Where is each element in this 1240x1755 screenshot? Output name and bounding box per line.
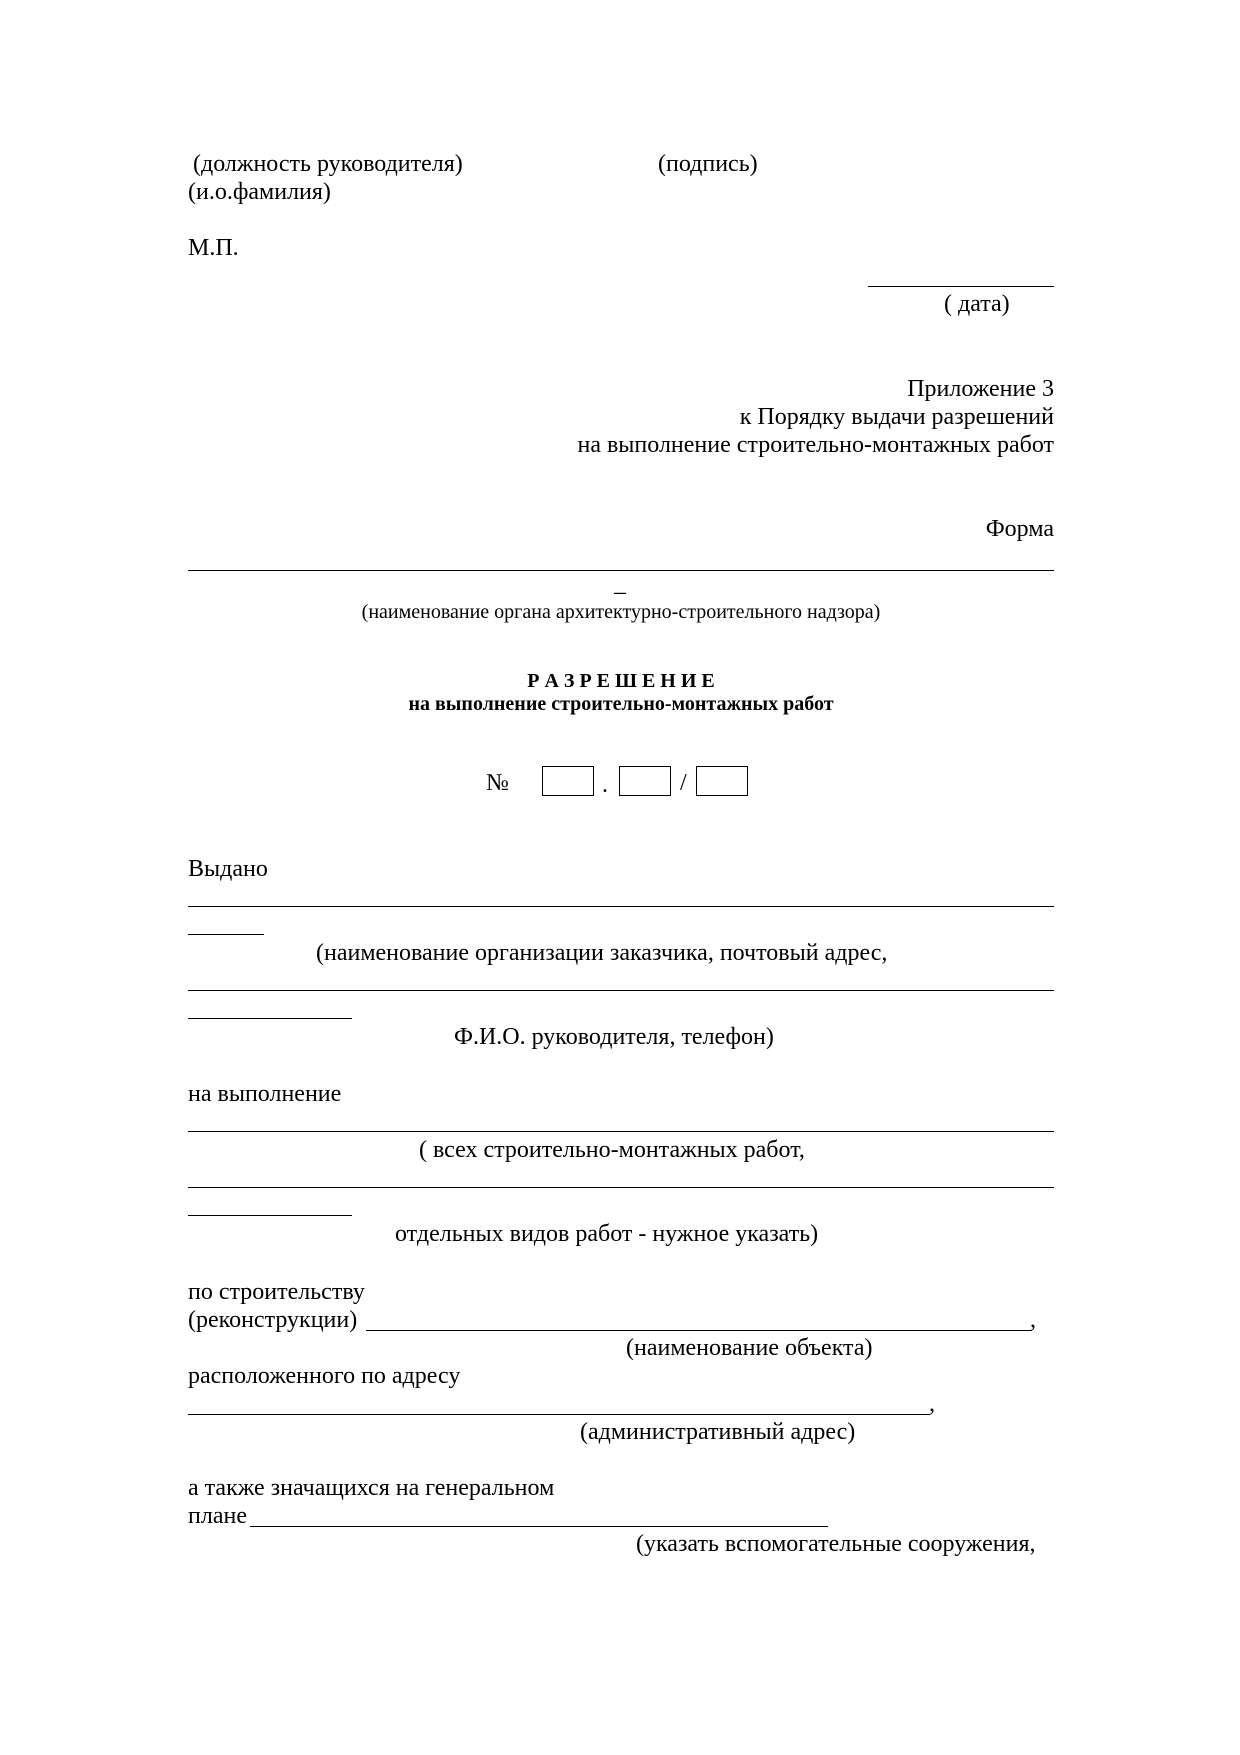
form-label: Форма xyxy=(985,516,1054,542)
document-subtitle: на выполнение строительно-монтажных работ xyxy=(408,693,834,715)
construction-label-2: (реконструкции) xyxy=(188,1307,358,1333)
date-caption: ( дата) xyxy=(944,291,1010,317)
construction-label-1: по строительству xyxy=(188,1279,365,1305)
number-sign: № xyxy=(486,770,509,796)
works-caption-1: ( всех строительно-монтажных работ, xyxy=(419,1137,805,1163)
issued-caption-2: Ф.И.О. руководителя, телефон) xyxy=(454,1024,774,1050)
general-plan-label-1: а также значащихся на генеральном xyxy=(188,1475,555,1501)
number-dot: . xyxy=(602,772,608,798)
issued-line-1-tail[interactable] xyxy=(188,934,264,935)
issued-label: Выдано xyxy=(188,856,268,882)
issued-caption-1: (наименование организации заказчика, почтовый адрес, xyxy=(316,940,888,966)
appendix-line-2: к Порядку выдачи разрешений xyxy=(739,404,1054,430)
appendix-line-3: на выполнение строительно-монтажных работ xyxy=(577,432,1054,458)
construction-caption: (наименование объекта) xyxy=(626,1335,873,1361)
number-slash: / xyxy=(680,770,687,796)
seal-label: М.П. xyxy=(188,235,239,261)
number-box-3[interactable] xyxy=(696,766,748,796)
general-plan-line[interactable] xyxy=(250,1526,828,1527)
number-box-1[interactable] xyxy=(542,766,594,796)
works-line-2-tail[interactable] xyxy=(188,1215,352,1216)
address-caption: (административный адрес) xyxy=(580,1419,856,1445)
construction-comma: , xyxy=(1030,1307,1036,1333)
works-line-1[interactable] xyxy=(188,1131,1054,1132)
authority-underscore-tail: _ xyxy=(614,571,626,597)
works-label: на выполнение xyxy=(188,1081,342,1107)
authority-caption: (наименование органа архитектурно-строительного надзора) xyxy=(361,601,881,623)
general-plan-caption: (указать вспомогательные сооружения, xyxy=(636,1531,1036,1557)
address-comma: , xyxy=(929,1391,935,1417)
issued-line-2[interactable] xyxy=(188,990,1054,991)
name-caption: (и.о.фамилия) xyxy=(188,179,331,205)
general-plan-label-2: плане xyxy=(188,1503,247,1529)
date-line xyxy=(868,286,1054,287)
document-title: Р А З Р Е Ш Е Н И Е xyxy=(527,670,715,692)
works-caption-2: отдельных видов работ - нужное указать) xyxy=(395,1221,819,1247)
issued-line-1[interactable] xyxy=(188,906,1054,907)
number-box-2[interactable] xyxy=(619,766,671,796)
address-label: расположенного по адресу xyxy=(188,1363,461,1389)
address-line[interactable] xyxy=(188,1414,930,1415)
signature-caption: (подпись) xyxy=(658,151,758,177)
position-caption: (должность руководителя) xyxy=(193,151,463,177)
appendix-line-1: Приложение 3 xyxy=(907,376,1054,402)
issued-line-2-tail[interactable] xyxy=(188,1018,352,1019)
construction-line[interactable] xyxy=(366,1330,1032,1331)
works-line-2[interactable] xyxy=(188,1187,1054,1188)
